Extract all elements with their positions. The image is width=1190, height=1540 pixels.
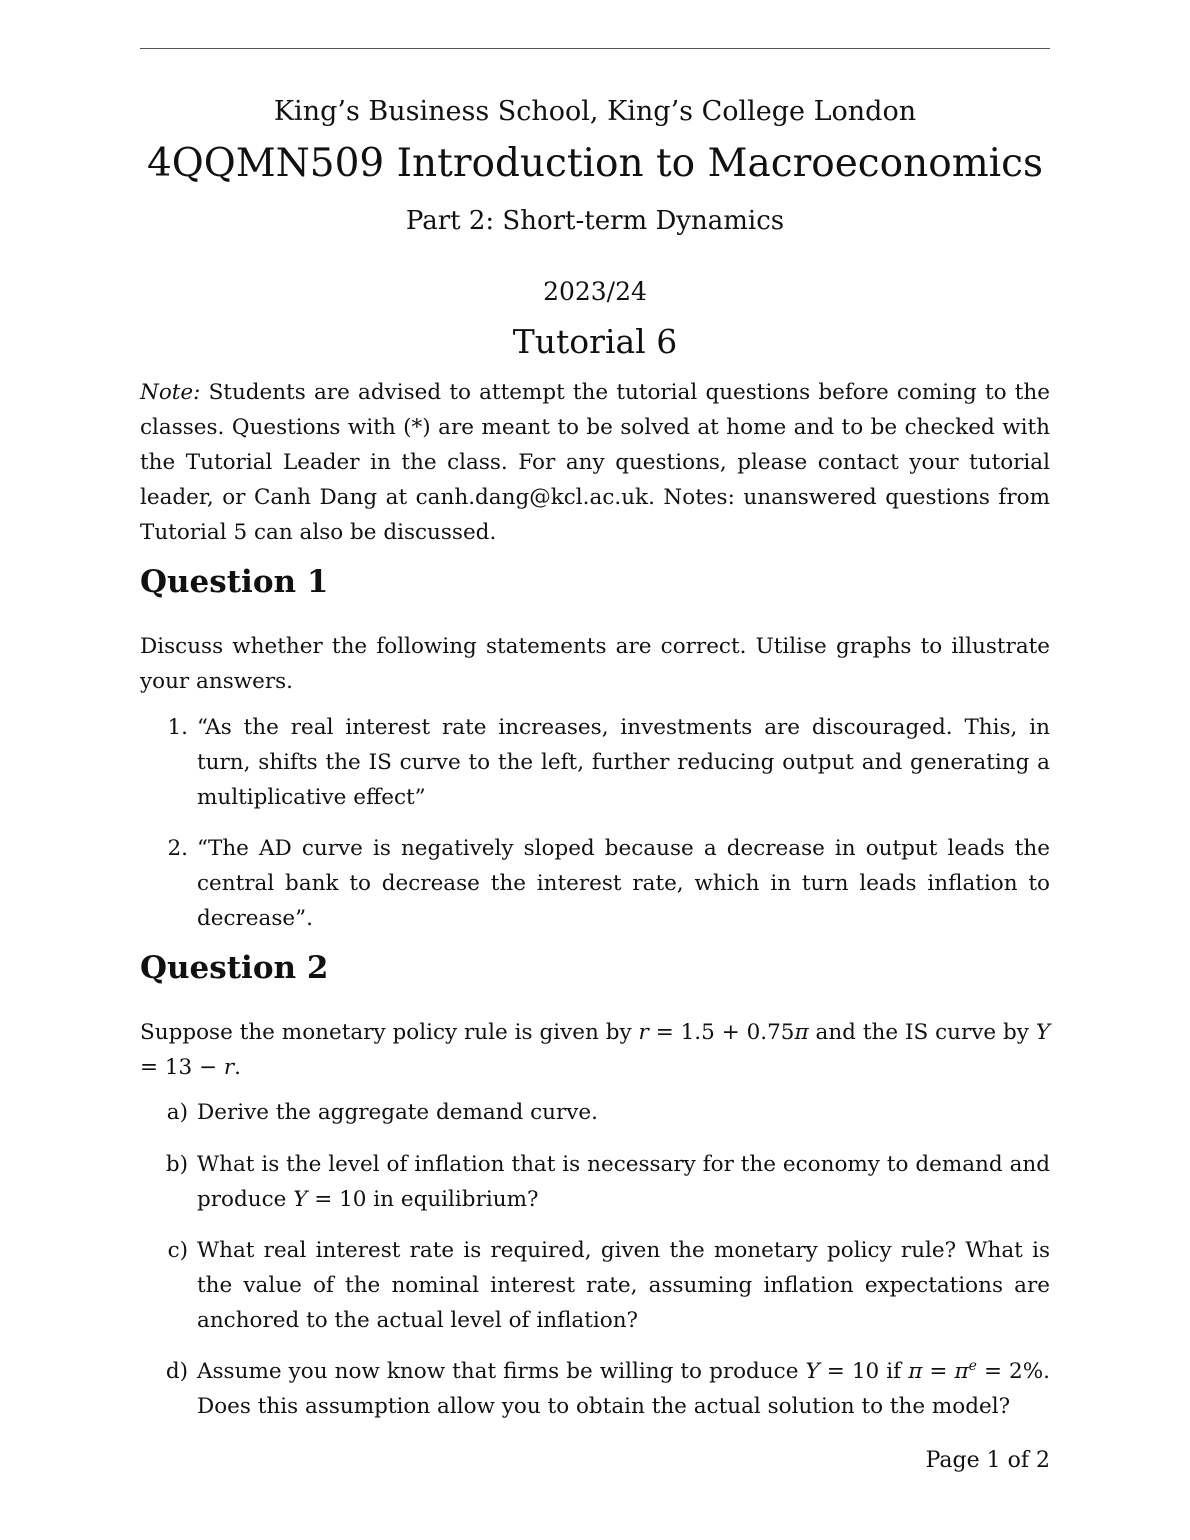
item-text: = (922, 1359, 955, 1384)
math-symbol-y: Y (805, 1359, 820, 1384)
item-text: = 2%. Does this assumption allow you to obtain the actual solution to the model? (197, 1359, 1050, 1419)
math-symbol-r: r (223, 1055, 235, 1080)
item-text: Derive the aggregate demand curve. (197, 1100, 598, 1125)
math-symbol-r: r (638, 1020, 649, 1045)
item-marker: c) (167, 1238, 188, 1263)
item-marker: d) (165, 1359, 188, 1384)
math-symbol-pi: π (794, 1020, 809, 1045)
note-label: Note: (140, 380, 201, 405)
item-text: = 10 in equilibrium? (307, 1187, 539, 1212)
document-page (140, 0, 1050, 1540)
item-text: = 10 if (819, 1359, 909, 1384)
intro-text: = 13 − (140, 1055, 224, 1080)
item-marker: b) (165, 1152, 188, 1177)
note-paragraph (140, 375, 1050, 550)
question-2-intro (140, 1015, 1050, 1085)
item-text: What is the level of inflation that is necessary for the economy to demand and produce (197, 1152, 1050, 1212)
question-2-item-b (165, 1147, 1050, 1217)
academic-year: 2023/24 (543, 277, 647, 306)
page-number: Page 1 of 2 (925, 1448, 1050, 1473)
math-symbol-y: Y (293, 1187, 308, 1212)
question-2-heading: Question 2 (140, 950, 329, 986)
intro-text: = 1.5 + 0.75 (648, 1020, 795, 1045)
question-1-item-2 (167, 831, 1050, 936)
item-marker: 2. (167, 836, 188, 861)
tutorial-title: Tutorial 6 (512, 322, 678, 361)
institution-name: King’s Business School, King’s College London (273, 96, 917, 127)
top-rule (140, 48, 1050, 49)
note-text: Students are advised to attempt the tutorial questions before coming to the classes. Questions with (*) are meant to be solved at home and to be checked with the Tutorial Leader in the class. For any questions, please contact your tutorial leader, or Canh Dang at canh.dang@kcl.ac.uk. Notes: unanswered questions from Tutorial 5 can also be discussed. (140, 380, 1050, 545)
item-text: Assume you now know that firms be willing to produce (197, 1359, 806, 1384)
question-2-item-d (165, 1354, 1050, 1424)
math-symbol-pi: π (954, 1359, 969, 1384)
part-title: Part 2: Short-term Dynamics (405, 206, 785, 236)
math-symbol-pi: π (908, 1359, 923, 1384)
intro-text: . (234, 1055, 242, 1080)
item-marker: 1. (167, 715, 188, 740)
item-text: “The AD curve is negatively sloped because a decrease in output leads the central bank to decrease the interest rate, which in turn leads inflation to decrease”. (197, 836, 1050, 931)
question-1-intro: Discuss whether the following statements are correct. Utilise graphs to illustrate your answers. (140, 634, 1050, 694)
question-2-item-c (167, 1233, 1050, 1338)
intro-text: Suppose the monetary policy rule is given by (140, 1020, 639, 1045)
item-text: “As the real interest rate increases, investments are discouraged. This, in turn, shifts the IS curve to the left, further reducing output and generating a multiplicative effect” (197, 715, 1050, 810)
item-marker: a) (166, 1100, 188, 1125)
intro-text: and the IS curve by (808, 1020, 1036, 1045)
course-title: 4QQMN509 Introduction to Macroeconomics (146, 141, 1044, 186)
question-1-item-1 (167, 710, 1050, 815)
item-text: What real interest rate is required, given the monetary policy rule? What is the value of the nominal interest rate, assuming inflation expectations are anchored to the actual level of inflation? (197, 1238, 1050, 1333)
math-symbol-y: Y (1035, 1020, 1051, 1045)
question-2-item-a (166, 1095, 1050, 1130)
question-1-heading: Question 1 (140, 564, 329, 600)
math-superscript-e: e (968, 1357, 977, 1374)
